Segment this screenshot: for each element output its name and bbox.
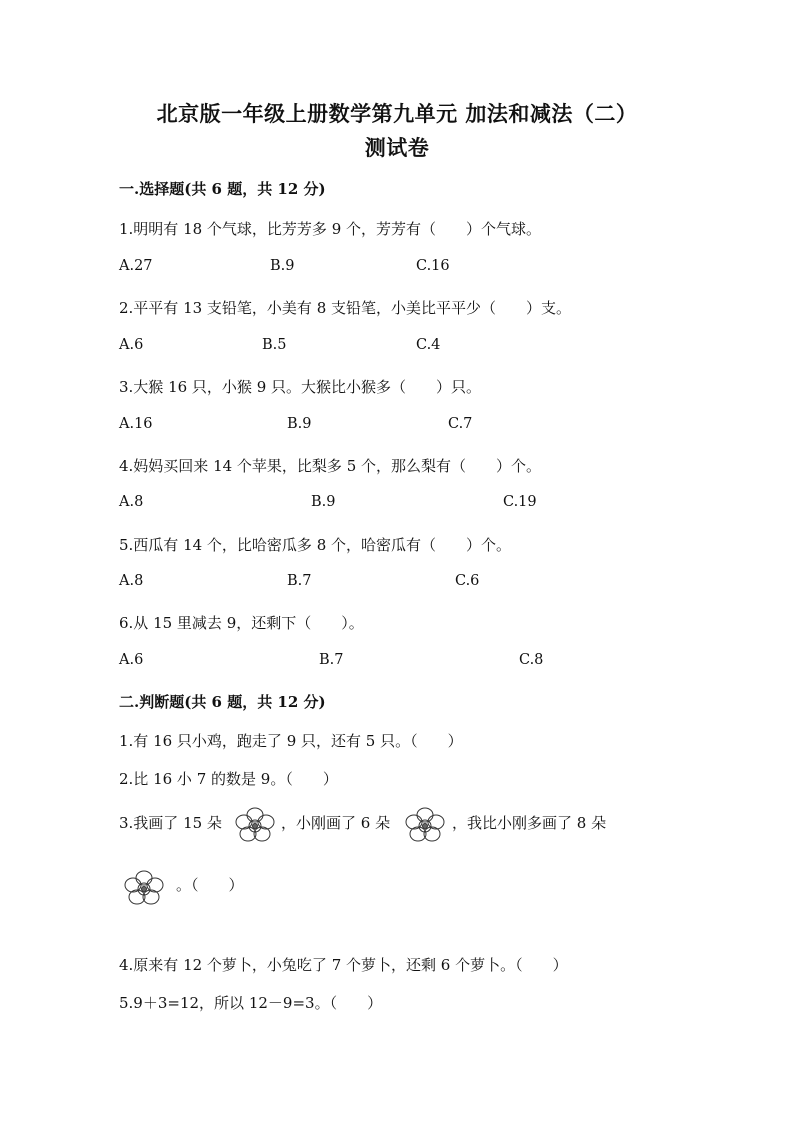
option-c: C.8 (519, 652, 544, 668)
option-c: C.6 (455, 573, 480, 589)
option-b: B.7 (319, 652, 344, 668)
option-a: A.6 (119, 337, 144, 353)
question-1: 1.明明有 18 个气球，比芳芳多 9 个，芳芳有（ ）个气球。 (119, 220, 542, 238)
option-b: B.9 (270, 258, 295, 274)
option-c: C.19 (503, 494, 537, 510)
judgment-3-text-c: ，我比小刚多画了 8 朵 (452, 814, 607, 832)
flower-icon (233, 805, 277, 845)
option-a: A.8 (119, 494, 144, 510)
option-b: B.7 (287, 573, 312, 589)
flower-icon (403, 805, 447, 845)
judgment-2: 2.比 16 小 7 的数是 9。（ ） (119, 770, 338, 788)
option-b: B.9 (287, 416, 312, 432)
flower-icon (122, 868, 166, 908)
option-b: B.9 (311, 494, 336, 510)
question-2: 2.平平有 13 支铅笔，小美有 8 支铅笔，小美比平平少（ ）支。 (119, 299, 572, 317)
question-4: 4.妈妈买回来 14 个苹果，比梨多 5 个，那么梨有（ ）个。 (119, 457, 542, 475)
question-3: 3.大猴 16 只，小猴 9 只。大猴比小猴多（ ）只。 (119, 378, 482, 396)
judgment-3-text-a: 3.我画了 15 朵 (119, 814, 222, 832)
judgment-1: 1.有 16 只小鸡，跑走了 9 只，还有 5 只。（ ） (119, 732, 463, 750)
option-c: C.7 (448, 416, 473, 432)
page-title: 北京版一年级上册数学第九单元 加法和减法（二） (156, 101, 638, 126)
page-subtitle: 测试卷 (364, 135, 430, 160)
option-a: A.16 (119, 416, 153, 432)
judgment-4: 4.原来有 12 个萝卜，小兔吃了 7 个萝卜，还剩 6 个萝卜。（ ） (119, 956, 568, 974)
section-heading-choice: 一.选择题(共 6 题，共 12 分) (119, 180, 326, 198)
option-a: A.8 (119, 573, 144, 589)
option-c: C.4 (416, 337, 441, 353)
judgment-5: 5.9＋3=12，所以 12－9=3。（ ） (119, 994, 383, 1012)
option-c: C.16 (416, 258, 450, 274)
option-b: B.5 (262, 337, 287, 353)
judgment-3-text-d: 。（ ） (176, 876, 244, 894)
judgment-3-text-b: ，小刚画了 6 朵 (281, 814, 391, 832)
question-6: 6.从 15 里减去 9，还剩下（ ）。 (119, 614, 364, 632)
section-heading-judgment: 二.判断题(共 6 题，共 12 分) (119, 693, 326, 711)
option-a: A.27 (119, 258, 153, 274)
option-a: A.6 (119, 652, 144, 668)
question-5: 5.西瓜有 14 个，比哈密瓜多 8 个，哈密瓜有（ ）个。 (119, 536, 512, 554)
